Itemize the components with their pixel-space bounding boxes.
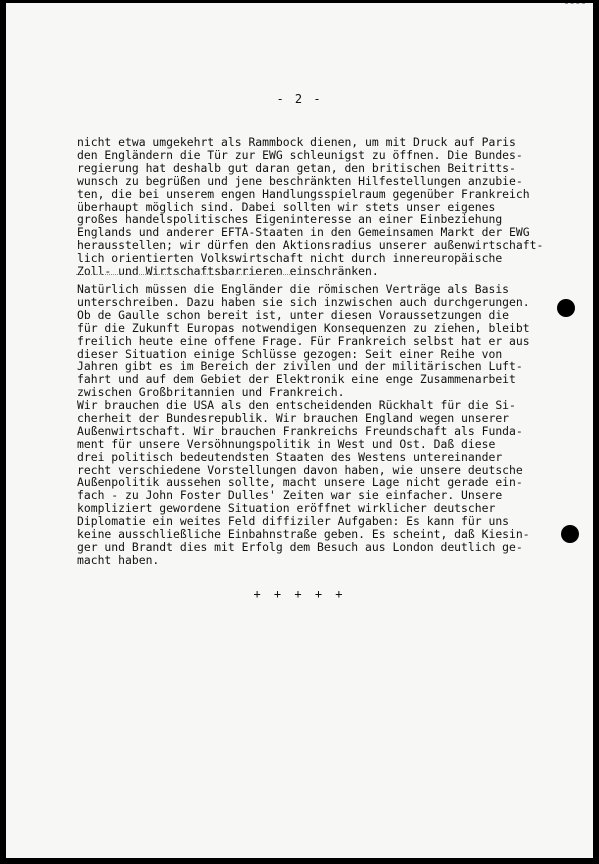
text-line: Ob de Gaulle schon bereit ist, unter diesen Voraussetzungen die <box>77 307 510 322</box>
page-edge-mark <box>565 3 585 16</box>
text-line: Zoll- und Wirtschaftsbarrieren einschränken. <box>77 264 379 279</box>
text-line: fach - zu John Foster Dulles' Zeiten war sie einfacher. Unsere <box>77 488 503 503</box>
punch-hole <box>561 525 579 543</box>
text-line: cherheit der Bundesrepublik. Wir brauchen England wegen unserer <box>77 410 510 425</box>
paragraph-2 <box>77 283 565 399</box>
text-line: Außenpolitik aussehen sollte, macht unsere Lage nicht gerade ein- <box>77 475 523 490</box>
text-line: überhaupt möglich sind. Dabei sollten wir stets unser eigenes <box>77 199 496 214</box>
text-line: dieser Situation einige Schlüsse gezogen: Seit einer Reihe von <box>77 346 503 361</box>
text-line: großes handelspolitisches Eigeninteresse an einer Einbeziehung <box>77 212 503 227</box>
text-line: recht verschiedene Vorstellungen davon haben, wie unsere deutsche <box>77 462 523 477</box>
text-line: Außenwirtschaft. Wir brauchen Frankreichs Freundschaft als Funda- <box>77 423 523 438</box>
closing-mark: + + + + + <box>253 587 346 601</box>
text-line: nicht etwa umgekehrt als Rammbock dienen, um mit Druck auf Paris <box>77 135 516 149</box>
text-line: drei politisch bedeutendsten Staaten des Westens untereinander <box>77 449 503 464</box>
text-line: unterschreiben. Dazu haben sie sich inzwischen auch durchgerungen. <box>77 294 530 309</box>
text-line: ten, die bei unserem engen Handlungsspielraum gegenüber Frankreich <box>77 186 530 201</box>
text-line: den Engländern die Tür zur EWG schleunigst zu öffnen. Die Bundes- <box>77 147 523 162</box>
text-line: Jahren gibt es im Bereich der zivilen und der militärischen Luft- <box>77 359 523 374</box>
text-line: freilich heute eine offene Frage. Für Frankreich selbst hat er aus <box>77 333 530 348</box>
text-line: für die Zukunft Europas notwendigen Konsequenzen zu ziehen, bleibt <box>77 320 530 335</box>
text-line: wunsch zu begrüßen und jene beschränkten Hilfestellungen anzubie- <box>77 173 523 188</box>
text-line: fahrt und auf dem Gebiet der Elektronik eine enge Zusammenarbeit <box>77 372 516 387</box>
text-line: Diplomatie ein weites Feld diffiziler Aufgaben: Es kann für uns <box>77 514 510 529</box>
text-line: ger und Brandt dies mit Erfolg dem Besuch aus London deutlich ge- <box>77 540 523 554</box>
document-page <box>6 3 593 858</box>
text-line: zwischen Großbritannien und Frankreich. <box>77 385 345 400</box>
text-line: macht haben. <box>77 552 160 567</box>
text-line: Wir brauchen die USA als den entscheidenden Rückhalt für die Si- <box>77 398 516 412</box>
text-line: lich orientierten Volkswirtschaft nicht durch innereuropäische <box>77 251 503 266</box>
text-line: Natürlich müssen die Engländer die römischen Verträge als Basis <box>77 282 510 296</box>
text-line: herausstellen; wir dürfen den Aktionsradius unserer außenwirtschaft- <box>77 238 544 253</box>
dotted-divider <box>76 274 326 275</box>
punch-hole <box>557 299 575 317</box>
text-line: regierung hat deshalb gut daran getan, den britischen Beitritts- <box>77 160 516 175</box>
paragraph-3 <box>77 399 565 541</box>
text-line: keine ausschließliche Einbahnstraße geben. Es scheint, daß Kiesin- <box>77 527 530 542</box>
text-line: kompliziert gewordene Situation eröffnet wirklicher deutscher <box>77 501 496 516</box>
paragraph-1 <box>77 136 565 278</box>
text-line: Englands und anderer EFTA-Staaten in den Gemeinsamen Markt der EWG <box>77 225 530 240</box>
page-number: - 2 - <box>276 92 323 106</box>
paragraph-3-continued <box>77 541 565 567</box>
text-line: ment für unsere Versöhnungspolitik in West und Ost. Daß diese <box>77 436 496 451</box>
